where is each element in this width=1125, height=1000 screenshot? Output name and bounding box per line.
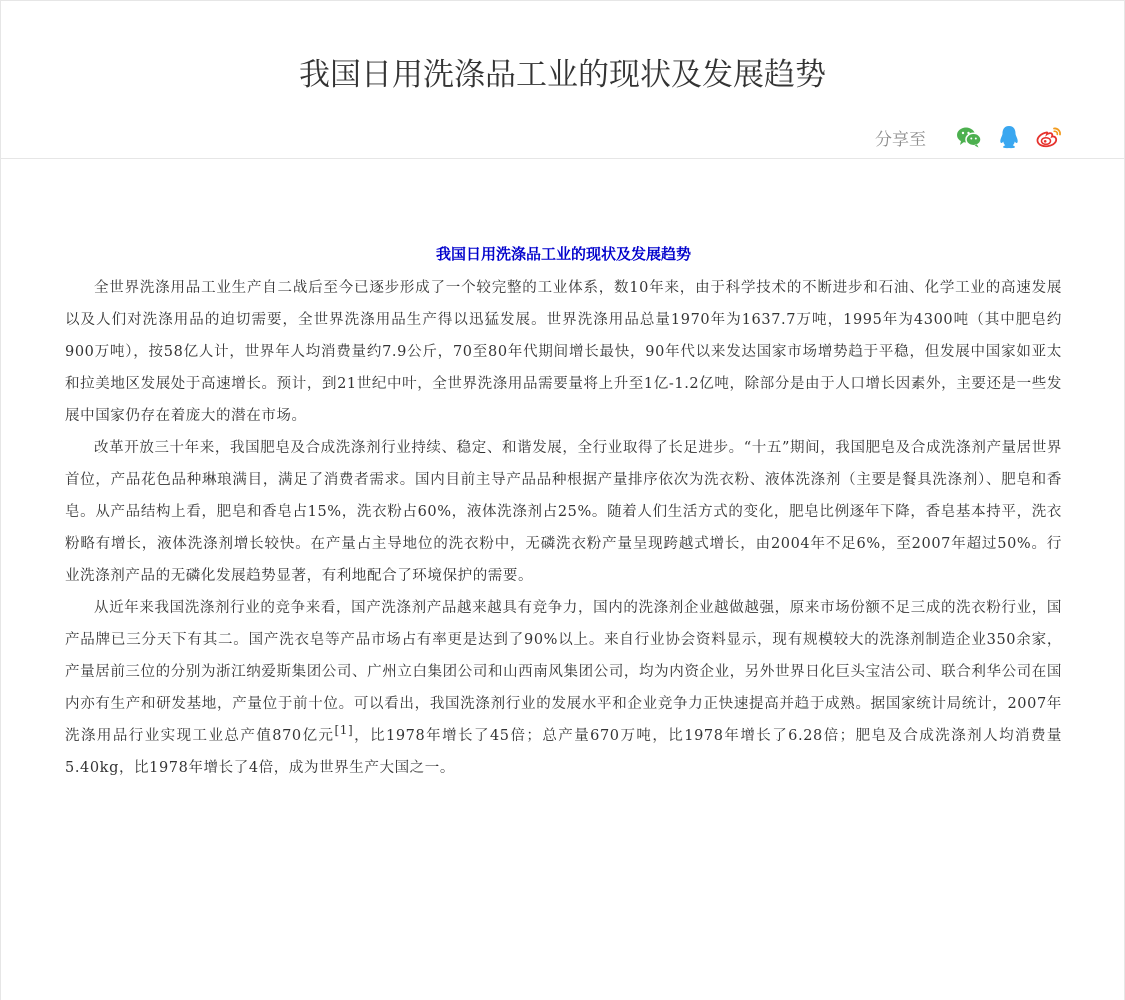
- share-wechat-button[interactable]: [956, 124, 982, 150]
- weibo-icon: [1036, 126, 1062, 148]
- paragraph-text: ，比1978年增长了45倍；总产量670万吨，比1978年增长了6.28倍；肥皂及合成洗涤剂人均消费量5.40kg，比1978年增长了4倍，成为世界生产大国之一。: [65, 728, 1063, 776]
- article-title: 我国日用洗涤品工业的现状及发展趋势: [435, 245, 691, 263]
- paragraph: 全世界洗涤用品工业生产自二战后至今已逐步形成了一个较完整的工业体系，数10年来，由于科学技术的不断进步和石油、化学工业的高速发展以及人们对洗涤用品的迫切需要，全世界洗涤用品生产得以迅猛发展。世界洗涤用品总量1970年为1637.7万吨，1995年为4300吨（其中肥皂约900万吨），按58亿人计，世界年人均消费量约7.9公斤，70至80年代期间增长最快，90年代以来发达国家市场增势趋于平稳，但发展中国家如亚太和拉美地区发展处于高速增长。预计，到21世纪中叶，全世界洗涤用品需要量将上升至1亿-1.2亿吨，除部分是由于人口增长因素外，主要还是一些发展中国家仍存在着庞大的潜在市场。: [65, 280, 1062, 424]
- reference-link[interactable]: [1]: [334, 723, 354, 738]
- page-title: 我国日用洗涤品工业的现状及发展趋势: [299, 57, 826, 93]
- paragraph-text: 从近年来我国洗涤剂行业的竞争来看，国产洗涤剂产品越来越具有竞争力，国内的洗涤剂企业越做越强，原来市场份额不足三成的洗衣粉行业，国产品牌已三分天下有其二。国产洗衣皂等产品市场占有率更是达到了90%以上。来自行业协会资料显示，现有规模较大的洗涤剂制造企业350余家，产量居前三位的分别为浙江纳爱斯集团公司、广州立白集团公司和山西南风集团公司，均为内资企业，另外世界日化巨头宝洁公司、联合利华公司在国内亦有生产和研发基地，产量位于前十位。可以看出，我国洗涤剂行业的发展水平和企业竞争力正快速提高并趋于成熟。据国家统计局统计，2007年洗涤用品行业实现工业总产值870亿元: [65, 600, 1062, 744]
- article-header: [1, 1, 1124, 159]
- share-bar: [875, 121, 1062, 153]
- wechat-icon: [956, 126, 982, 148]
- share-weibo-button[interactable]: [1036, 124, 1062, 150]
- paragraph: 改革开放三十年来，我国肥皂及合成洗涤剂行业持续、稳定、和谐发展，全行业取得了长足进步。“十五”期间，我国肥皂及合成洗涤剂产量居世界首位，产品花色品种琳琅满目，满足了消费者需求。国内目前主导产品品种根据产量排序依次为洗衣粉、液体洗涤剂（主要是餐具洗涤剂）、肥皂和香皂。从产品结构上看，肥皂和香皂占15%，洗衣粉占60%，液体洗涤剂占25%。随着人们生活方式的变化，肥皂比例逐年下降，香皂基本持平，洗衣粉略有增长，液体洗涤剂增长较快。在产量占主导地位的洗衣粉中，无磷洗衣粉产量呈现跨越式增长，由2004年不足6%，至2007年超过50%。行业洗涤剂产品的无磷化发展趋势显著，有利地配合了环境保护的需要。: [65, 440, 1062, 584]
- paragraph: [65, 592, 1062, 784]
- article-body: [1, 160, 1124, 1000]
- qq-icon: [999, 125, 1019, 149]
- share-qq-button[interactable]: [996, 124, 1022, 150]
- share-label: 分享至: [875, 129, 926, 150]
